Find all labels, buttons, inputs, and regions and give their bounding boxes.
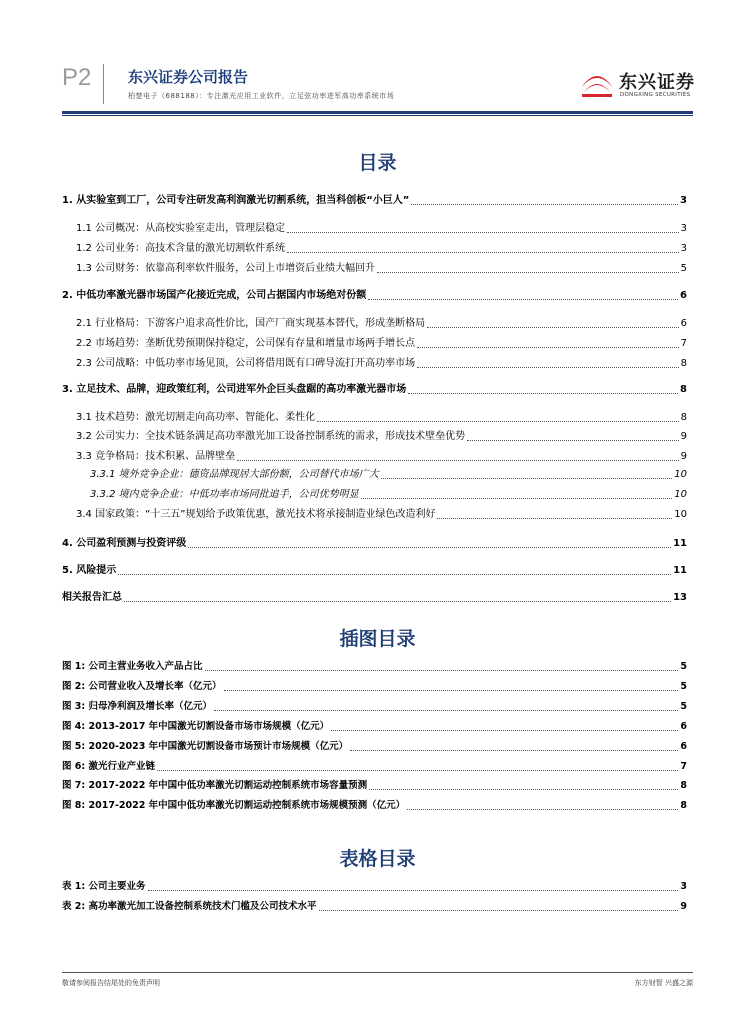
tables-title: 表格目录 [339, 848, 416, 870]
toc-entry-page: 10 [674, 509, 687, 520]
figures-entry-page: 6 [680, 721, 687, 732]
tables-entry-page: 3 [680, 881, 687, 892]
toc-entry-text: 3.4 国家政策：“十三五”规划给予政策优惠，激光技术将承接制造业绿色改造利好 [76, 509, 436, 520]
toc-entry-text: 3.2 公司实力：全技术链条满足高功率激光加工设备控制系统的需求，形成技术壁垒优势 [76, 431, 466, 442]
dot-leader [350, 750, 678, 751]
toc-entry-page: 9 [680, 451, 687, 462]
dot-leader [368, 299, 678, 300]
dot-leader [224, 690, 679, 691]
toc-entry[interactable] [62, 194, 687, 208]
dot-leader [411, 204, 678, 205]
toc-entry-text: 1.3 公司财务：依靠高利率软件服务，公司上市增资后业绩大幅回升 [76, 263, 376, 274]
figures-entry-page: 8 [680, 800, 687, 811]
toc-entry[interactable] [76, 450, 687, 464]
logo-text-cn: 东兴证券 [619, 72, 695, 93]
figures-entry-text: 图 7: 2017-2022 年中国中低功率激光切割运动控制系统市场容量预测 [62, 780, 368, 791]
dot-leader [417, 347, 679, 348]
tables-entry-page: 9 [680, 901, 687, 912]
page-number: P2 [62, 64, 92, 91]
toc-entry-text: 2.2 市场趋势：垄断优势预期保持稳定，公司保有存量和增量市场两手增长点 [76, 338, 416, 349]
toc-entry-page: 10 [674, 469, 687, 480]
toc-entry-page: 3 [680, 223, 687, 234]
toc-entry-text: 3.3.1 境外竞争企业：德资品牌现居大部份额，公司替代市场广大 [90, 469, 379, 480]
toc-entry-text: 1.1 公司概况：从高校实验室走出，管理层稳定 [76, 223, 286, 234]
toc-entry[interactable] [76, 430, 687, 444]
toc-entry-page: 7 [680, 338, 687, 349]
toc-entry[interactable] [76, 508, 687, 522]
toc-entry-page: 6 [680, 318, 687, 329]
toc-entry[interactable] [76, 317, 687, 331]
toc-entry-page: 9 [680, 431, 687, 442]
dot-leader [437, 518, 672, 519]
dot-leader [467, 440, 679, 441]
toc-title: 目录 [358, 152, 397, 174]
dot-leader [317, 421, 679, 422]
figures-entry-text: 图 2: 公司营业收入及增长率（亿元） [62, 681, 222, 692]
toc-entry-text: 1. 从实验室到工厂，公司专注研发高利润激光切割系统，担当科创板“小巨人” [62, 195, 410, 206]
dot-leader [408, 393, 678, 394]
figures-entry[interactable] [62, 799, 687, 813]
toc-entry-page: 8 [680, 358, 687, 369]
dot-leader [319, 910, 679, 911]
dot-leader [287, 232, 679, 233]
figures-entry-page: 6 [680, 741, 687, 752]
toc-entry-page: 8 [680, 412, 687, 423]
toc-entry-page: 3 [680, 195, 687, 206]
figures-entry[interactable] [62, 660, 687, 674]
toc-entry[interactable] [90, 468, 687, 482]
dot-leader [188, 547, 671, 548]
figures-entry-text: 图 4: 2013-2017 年中国激光切割设备市场市场规模（亿元） [62, 721, 330, 732]
toc-entry[interactable] [62, 564, 687, 578]
dot-leader [287, 252, 679, 253]
toc-entry[interactable] [62, 537, 687, 551]
dot-leader [377, 272, 679, 273]
toc-entry-page: 11 [673, 565, 687, 576]
report-title: 东兴证券公司报告 [128, 68, 249, 86]
figures-entry-text: 图 3: 归母净利润及增长率（亿元） [62, 701, 213, 712]
toc-entry-page: 6 [680, 290, 687, 301]
toc-entry-page: 10 [674, 489, 687, 500]
figures-entry-page: 7 [680, 761, 687, 772]
toc-entry-text: 1.2 公司业务：高技术含量的激光切割软件系统 [76, 243, 286, 254]
header-rule-thin [62, 115, 693, 116]
dot-leader [148, 890, 679, 891]
toc-entry-page: 5 [680, 263, 687, 274]
company-logo [578, 64, 698, 104]
toc-entry-text: 2. 中低功率激光器市场国产化接近完成，公司占据国内市场绝对份额 [62, 290, 367, 301]
toc-entry-text: 3.3.2 境内竞争企业：中低功率市场同批追手，公司优势明显 [90, 489, 359, 500]
toc-entry-page: 8 [680, 384, 687, 395]
dot-leader [214, 710, 678, 711]
figures-entry-text: 图 1: 公司主营业务收入产品占比 [62, 661, 203, 672]
report-subtitle: 柏楚电子（688188）：专注激光应用工业软件，立足弦功率进军高功率系统市场 [128, 92, 395, 100]
figures-entry-text: 图 5: 2020-2023 年中国激光切割设备市场预计市场规模（亿元） [62, 741, 349, 752]
toc-entry-text: 3. 立足技术、品牌，迎政策红利，公司进军外企巨头盘踞的高功率激光器市场 [62, 384, 407, 395]
dot-leader [157, 770, 678, 771]
figures-entry-text: 图 8: 2017-2022 年中国中低功率激光切割运动控制系统市场规模预测（亿元） [62, 800, 406, 811]
footer-disclaimer: 敬请参阅报告结尾处的免责声明 [62, 979, 160, 987]
toc-entry[interactable] [76, 262, 687, 276]
figures-entry[interactable] [62, 680, 687, 694]
figures-entry-text: 图 6: 激光行业产业链 [62, 761, 156, 772]
tables-entry-text: 表 1: 公司主要业务 [62, 881, 146, 892]
toc-entry-text: 3.3 竞争格局：技术积累、品牌壁垒 [76, 451, 236, 462]
dot-leader [427, 327, 679, 328]
tables-entry[interactable] [62, 880, 687, 894]
page-header [0, 0, 755, 118]
dot-leader [369, 789, 678, 790]
figures-entry-page: 5 [680, 701, 687, 712]
toc-entry-text: 5. 风险提示 [62, 565, 117, 576]
logo-mark-icon [578, 66, 616, 100]
toc-entry[interactable] [62, 289, 687, 303]
figures-title: 插图目录 [339, 628, 416, 650]
toc-entry[interactable] [76, 242, 687, 256]
dot-leader [381, 478, 673, 479]
tables-entry[interactable] [62, 900, 687, 914]
dot-leader [237, 460, 679, 461]
toc-entry-text: 3.1 技术趋势：激光切割走向高功率、智能化、柔性化 [76, 412, 316, 423]
figures-entry-page: 5 [680, 661, 687, 672]
header-rule [62, 111, 693, 114]
figures-entry[interactable] [62, 720, 687, 734]
logo-text-en: DONGXING SECURITIES [620, 92, 691, 98]
figures-entry[interactable] [62, 740, 687, 754]
toc-entry[interactable] [76, 222, 687, 236]
toc-entry[interactable] [62, 383, 687, 397]
figures-entry-page: 5 [680, 681, 687, 692]
dot-leader [331, 730, 678, 731]
toc-entry[interactable] [76, 337, 687, 351]
dot-leader [124, 601, 671, 602]
toc-entry-text: 2.3 公司战略：中低功率市场见顶，公司将借用既有口碑导流打开高功率市场 [76, 358, 416, 369]
footer-slogan: 东方财智 兴盛之源 [634, 979, 693, 987]
header-divider [103, 64, 104, 104]
toc-entry-text: 2.1 行业格局：下游客户追求高性价比，国产厂商实现基本替代，形成垄断格局 [76, 318, 426, 329]
tables-entry-text: 表 2: 高功率激光加工设备控制系统技术门槛及公司技术水平 [62, 901, 317, 912]
toc-entry[interactable] [62, 591, 687, 605]
toc-entry-text: 相关报告汇总 [62, 592, 122, 603]
figures-entry[interactable] [62, 700, 687, 714]
figures-entry-page: 8 [680, 780, 687, 791]
toc-entry-page: 13 [673, 592, 687, 603]
toc-entry-page: 3 [680, 243, 687, 254]
toc-entry[interactable] [76, 411, 687, 425]
toc-entry-page: 11 [673, 538, 687, 549]
figures-entry[interactable] [62, 760, 687, 774]
toc-entry[interactable] [76, 357, 687, 371]
toc-entry-text: 4. 公司盈利预测与投资评级 [62, 538, 187, 549]
footer-rule [62, 972, 693, 973]
dot-leader [205, 670, 679, 671]
dot-leader [118, 574, 671, 575]
dot-leader [407, 809, 678, 810]
dot-leader [361, 498, 673, 499]
dot-leader [417, 367, 679, 368]
toc-entry[interactable] [90, 488, 687, 502]
figures-entry[interactable] [62, 779, 687, 793]
